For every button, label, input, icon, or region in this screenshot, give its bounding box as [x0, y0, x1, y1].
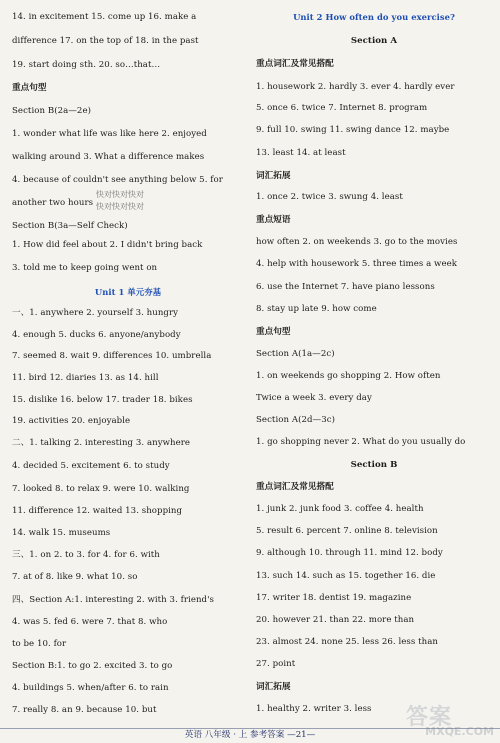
right-line-10: 重点短语 [256, 215, 291, 225]
left-line-9: another two hours [12, 198, 94, 208]
left-line-30: Section B:1. to go 2. excited 3. to go [12, 661, 173, 671]
overlay-text-1: 快对快对快对 [96, 190, 144, 199]
left-line-12: 3. told me to keep going went on [12, 263, 158, 273]
page-footer: 英语 八年级 · 上 参考答案 —21— [184, 730, 316, 740]
right-line-9: 1. once 2. twice 3. swung 4. least [256, 192, 403, 202]
right-line-13: 6. use the Internet 7. have piano lessons [256, 282, 435, 292]
right-line-17: 1. on weekends go shopping 2. How often [256, 371, 441, 381]
left-line-25: 三、1. on 2. to 3. for 4. for 6. with [12, 550, 160, 560]
right-line-7: 13. least 14. at least [256, 148, 346, 158]
left-line-14: 一、1. anywhere 2. yourself 3. hungry [12, 308, 179, 318]
left-line-21: 4. decided 5. excitement 6. to study [12, 461, 170, 471]
left-line-13: Unit 1 单元夯基 [94, 287, 162, 297]
right-line-8: 词汇拓展 [256, 171, 291, 181]
right-line-5: 5. once 6. twice 7. Internet 8. program [256, 103, 428, 113]
left-line-32: 7. really 8. an 9. because 10. but [12, 705, 157, 715]
left-line-4: 重点句型 [12, 83, 47, 93]
left-line-22: 7. looked 8. to relax 9. were 10. walking [12, 484, 190, 494]
right-line-25: 9. although 10. through 11. mind 12. body [256, 548, 443, 558]
left-line-6: 1. wonder what life was like here 2. enjoyed [12, 129, 207, 139]
right-line-3: 重点词汇及常见搭配 [256, 59, 334, 69]
right-line-20: 1. go shopping never 2. What do you usually do [256, 437, 466, 447]
left-line-7: walking around 3. What a difference makes [12, 152, 205, 162]
right-line-18: Twice a week 3. every day [256, 393, 372, 403]
left-line-29: to be 10. for [12, 639, 67, 649]
right-line-29: 23. almost 24. none 25. less 26. less than [256, 637, 438, 647]
left-line-19: 19. activities 20. enjoyable [12, 416, 131, 426]
right-line-19: Section A(2d—3c) [256, 415, 335, 425]
right-line-12: 4. help with housework 5. three times a week [256, 259, 457, 269]
left-line-5: Section B(2a—2e) [12, 106, 91, 116]
right-line-28: 20. however 21. than 22. more than [256, 615, 415, 625]
left-line-17: 11. bird 12. diaries 13. as 14. hill [12, 373, 159, 383]
watermark-logo [400, 696, 496, 740]
right-line-2: Section A [350, 36, 398, 46]
left-line-23: 11. difference 12. waited 13. shopping [12, 506, 183, 516]
watermark-text: MXQE.COM [425, 725, 494, 738]
left-line-11: 1. How did feel about 2. I didn't bring back [12, 240, 203, 250]
left-line-28: 4. was 5. fed 6. were 7. that 8. who [12, 617, 168, 627]
left-line-31: 4. buildings 5. when/after 6. to rain [12, 683, 169, 693]
right-line-26: 13. such 14. such as 15. together 16. die [256, 571, 436, 581]
right-line-21: Section B [350, 460, 398, 470]
left-line-18: 15. dislike 16. below 17. trader 18. bikes [12, 395, 193, 405]
right-line-31: 词汇拓展 [256, 682, 291, 692]
left-line-10: Section B(3a—Self Check) [12, 221, 128, 231]
right-line-6: 9. full 10. swing 11. swing dance 12. maybe [256, 125, 450, 135]
right-line-14: 8. stay up late 9. how come [256, 304, 377, 314]
right-line-1: Unit 2 How often do you exercise? [293, 12, 455, 22]
right-line-32: 1. healthy 2. writer 3. less [256, 704, 372, 714]
right-line-23: 1. junk 2. junk food 3. coffee 4. health [256, 504, 424, 514]
left-line-27: 四、Section A:1. interesting 2. with 3. friend's [12, 595, 214, 605]
right-line-16: Section A(1a—2c) [256, 349, 335, 359]
left-line-20: 二、1. talking 2. interesting 3. anywhere [12, 438, 191, 448]
left-line-1: 14. in excitement 15. come up 16. make a [12, 12, 197, 22]
watermark-logo-mark: 答案 [406, 705, 453, 730]
right-line-27: 17. writer 18. dentist 19. magazine [256, 593, 412, 603]
right-line-22: 重点词汇及常见搭配 [256, 482, 334, 492]
left-line-3: 19. start doing sth. 20. so…that… [12, 60, 161, 70]
right-line-15: 重点句型 [256, 327, 291, 337]
right-line-11: how often 2. on weekends 3. go to the movies [256, 237, 458, 247]
right-line-4: 1. housework 2. hardly 3. ever 4. hardly ever [256, 82, 455, 92]
right-line-30: 27. point [256, 659, 296, 669]
left-line-26: 7. at of 8. like 9. what 10. so [12, 572, 138, 582]
right-line-24: 5. result 6. percent 7. online 8. television [256, 526, 438, 536]
left-line-8: 4. because of couldn't see anything below 5. for [12, 175, 223, 185]
left-line-16: 7. seemed 8. wait 9. differences 10. umbrella [12, 351, 212, 361]
left-line-2: difference 17. on the top of 18. in the past [12, 36, 199, 46]
overlay-text-2: 快对快对快对 [96, 202, 144, 211]
left-line-15: 4. enough 5. ducks 6. anyone/anybody [12, 330, 181, 340]
left-line-24: 14. walk 15. museums [12, 528, 111, 538]
